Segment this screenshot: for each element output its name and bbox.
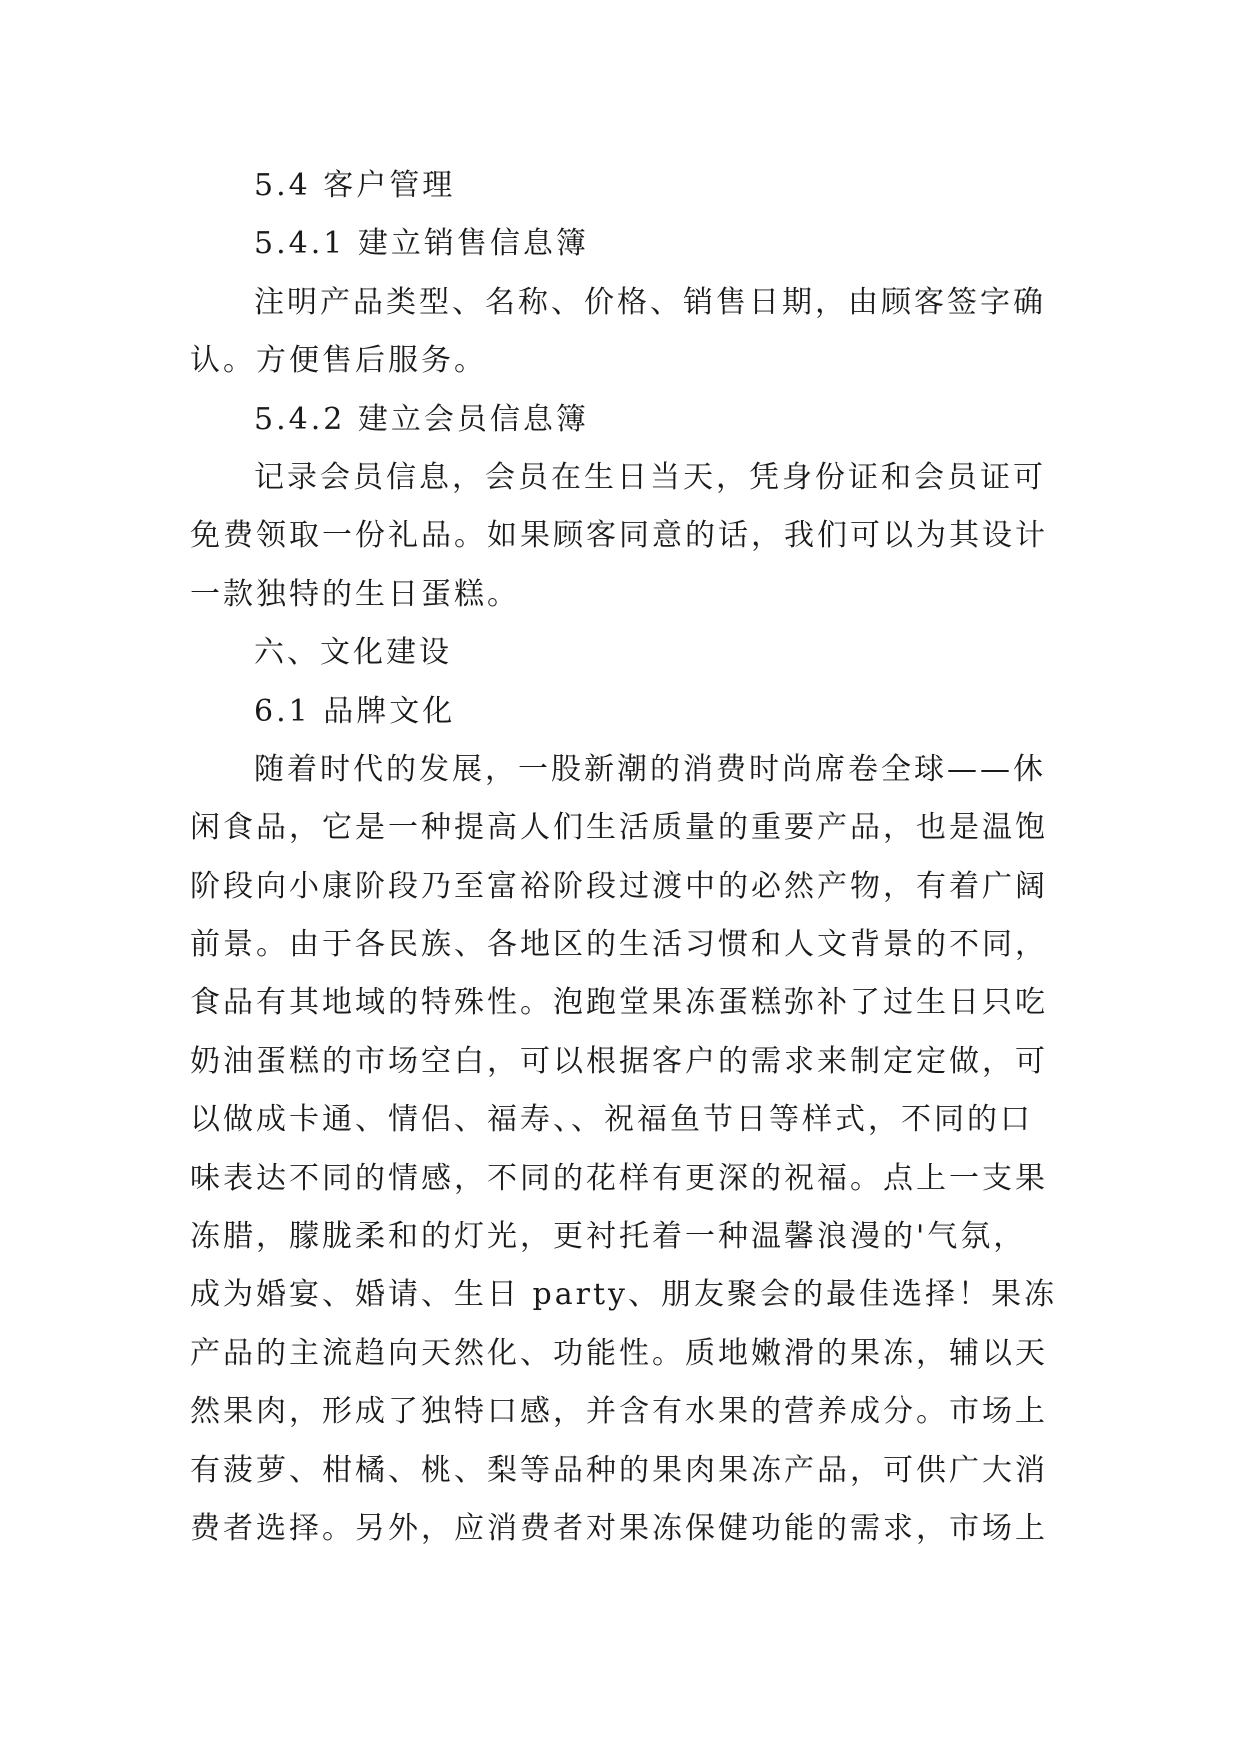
text-line: 食品有其地域的特殊性。泡跑堂果冻蛋糕弥补了过生日只吃: [190, 985, 1048, 1021]
text-line: 5.4.2 建立会员信息簿: [254, 401, 589, 437]
text-line: 注明产品类型、名称、价格、销售日期，由顾客签字确: [254, 284, 1046, 320]
text-line: 然果肉，形成了独特口感，并含有水果的营养成分。市场上: [190, 1394, 1048, 1430]
text-line: 阶段向小康阶段乃至富裕阶段过渡中的必然产物，有着广阔: [190, 868, 1048, 904]
text-line: 认。方便售后服务。: [190, 343, 487, 379]
text-line: 冻腊，朦胧柔和的灯光，更衬托着一种温馨浪漫的'气氛，: [190, 1219, 1027, 1255]
text-line: 以做成卡通、情侣、福寿、、祝福鱼节日等样式，不同的口: [190, 1102, 1033, 1138]
text-line: 6.1 品牌文化: [254, 693, 456, 729]
text-line: 味表达不同的情感，不同的花样有更深的祝福。点上一支果: [190, 1160, 1048, 1196]
text-line: 5.4 客户管理: [254, 168, 456, 203]
text-line: 奶油蛋糕的市场空白，可以根据客户的需求来制定定做，可: [190, 1043, 1048, 1079]
text-line: 记录会员信息，会员在生日当天，凭身份证和会员证可: [254, 459, 1046, 495]
text-line: 有菠萝、柑橘、桃、梨等品种的果肉果冻产品，可供广大消: [190, 1452, 1048, 1488]
text-line: 产品的主流趋向天然化、功能性。质地嫩滑的果冻，辅以天: [190, 1335, 1048, 1371]
text-line: 随着时代的发展，一股新潮的消费时尚席卷全球——休: [254, 751, 1046, 787]
text-line: 免费领取一份礼品。如果顾客同意的话，我们可以为其设计: [190, 518, 1048, 554]
text-line: 闲食品，它是一种提高人们生活质量的重要产品，也是温饱: [190, 810, 1048, 846]
document-body: [190, 157, 1057, 1558]
text-line: 一款独特的生日蛋糕。: [190, 576, 520, 612]
text-line: 5.4.1 建立销售信息簿: [254, 226, 589, 262]
text-line: 费者选择。另外，应消费者对果冻保健功能的需求，市场上: [190, 1510, 1048, 1546]
text-line: 六、文化建设: [254, 635, 452, 671]
text-line: 成为婚宴、婚请、生日 party、朋友聚会的最佳选择！果冻: [190, 1277, 1057, 1313]
text-line: 前景。由于各民族、各地区的生活习惯和人文背景的不同，: [190, 927, 1048, 963]
